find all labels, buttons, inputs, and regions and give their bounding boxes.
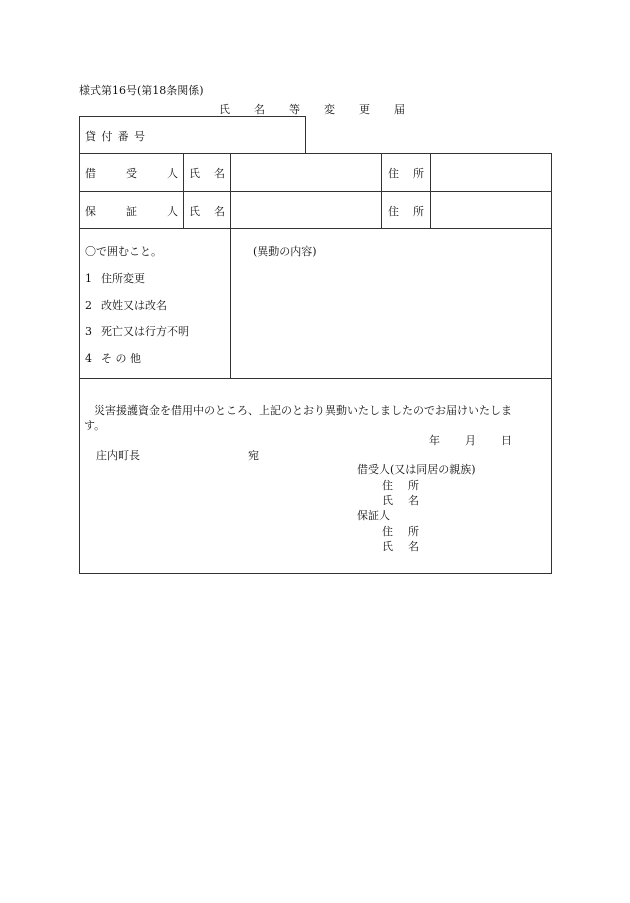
signatory-guarantor-address-label: 住 所 xyxy=(382,525,419,538)
title-char: 名 xyxy=(254,103,265,116)
form-number: 様式第16号(第18条関係) xyxy=(79,84,204,97)
loan-box-right-border xyxy=(305,116,306,154)
table-rule xyxy=(79,153,552,154)
loan-box-top-border xyxy=(79,116,306,117)
signatory-guarantor-heading: 保証人 xyxy=(357,509,390,522)
option-number: 3 xyxy=(85,325,92,338)
guarantor-address-field[interactable] xyxy=(434,195,547,225)
addressee: 庄内町長 xyxy=(96,449,140,462)
column-divider xyxy=(230,153,231,379)
borrower-name-label: 氏 名 xyxy=(189,167,225,180)
title-char: 氏 xyxy=(219,103,230,116)
honorific: 宛 xyxy=(248,449,259,462)
declaration-body-continued: す。 xyxy=(84,419,106,432)
title-char: 等 xyxy=(289,103,300,116)
option-text: 死亡又は行方不明 xyxy=(101,325,189,338)
change-details-label: (異動の内容) xyxy=(253,245,317,258)
table-rule xyxy=(79,228,552,229)
guarantor-name-field[interactable] xyxy=(234,195,377,225)
borrower-address-label: 住 所 xyxy=(388,167,424,180)
form-title xyxy=(219,101,405,117)
signatory-guarantor-name-label: 氏 名 xyxy=(382,540,419,553)
table-rule xyxy=(79,191,552,192)
guarantor-name-label: 氏 名 xyxy=(189,205,225,218)
column-divider xyxy=(381,153,382,229)
title-char: 更 xyxy=(359,103,370,116)
borrower-address-field[interactable] xyxy=(434,157,547,187)
change-details-field[interactable] xyxy=(238,262,546,372)
option-item[interactable] xyxy=(85,323,189,339)
signatory-borrower-name-label: 氏 名 xyxy=(382,494,419,507)
option-item[interactable] xyxy=(85,297,167,313)
option-text: 住所変更 xyxy=(101,272,145,285)
title-char: 届 xyxy=(394,103,405,116)
date-year-label: 年 xyxy=(429,434,440,447)
date-day-label: 日 xyxy=(501,434,512,447)
signatory-borrower-address-label: 住 所 xyxy=(382,479,419,492)
option-number: 4 xyxy=(85,352,92,365)
guarantor-address-label: 住 所 xyxy=(388,205,424,218)
option-text: 改姓又は改名 xyxy=(101,299,167,312)
title-char: 変 xyxy=(324,103,335,116)
declaration-body: 災害援護資金を借用中のところ、上記のとおり異動いたしましたのでお届けいたしま xyxy=(94,404,512,417)
option-number: 2 xyxy=(85,299,92,312)
column-divider xyxy=(430,153,431,229)
guarantor-role-label: 保 証 人 xyxy=(85,205,178,218)
option-item[interactable] xyxy=(85,350,141,366)
table-bottom-border xyxy=(79,573,552,574)
table-rule xyxy=(79,378,552,379)
option-item[interactable] xyxy=(85,270,145,286)
column-divider xyxy=(183,153,184,229)
date-month-label: 月 xyxy=(465,434,476,447)
loan-number-label: 貸 付 番 号 xyxy=(85,130,145,143)
borrower-role-label: 借 受 人 xyxy=(85,167,178,180)
loan-number-field[interactable] xyxy=(160,120,300,150)
signatory-borrower-heading: 借受人(又は同居の親族) xyxy=(357,463,476,476)
table-left-border xyxy=(79,153,80,574)
options-instruction: 〇で囲むこと。 xyxy=(85,245,162,258)
table-right-border xyxy=(551,153,552,574)
option-text: そ の 他 xyxy=(101,352,141,365)
option-number: 1 xyxy=(85,272,92,285)
loan-box-left-border xyxy=(79,116,80,154)
borrower-name-field[interactable] xyxy=(234,157,377,187)
